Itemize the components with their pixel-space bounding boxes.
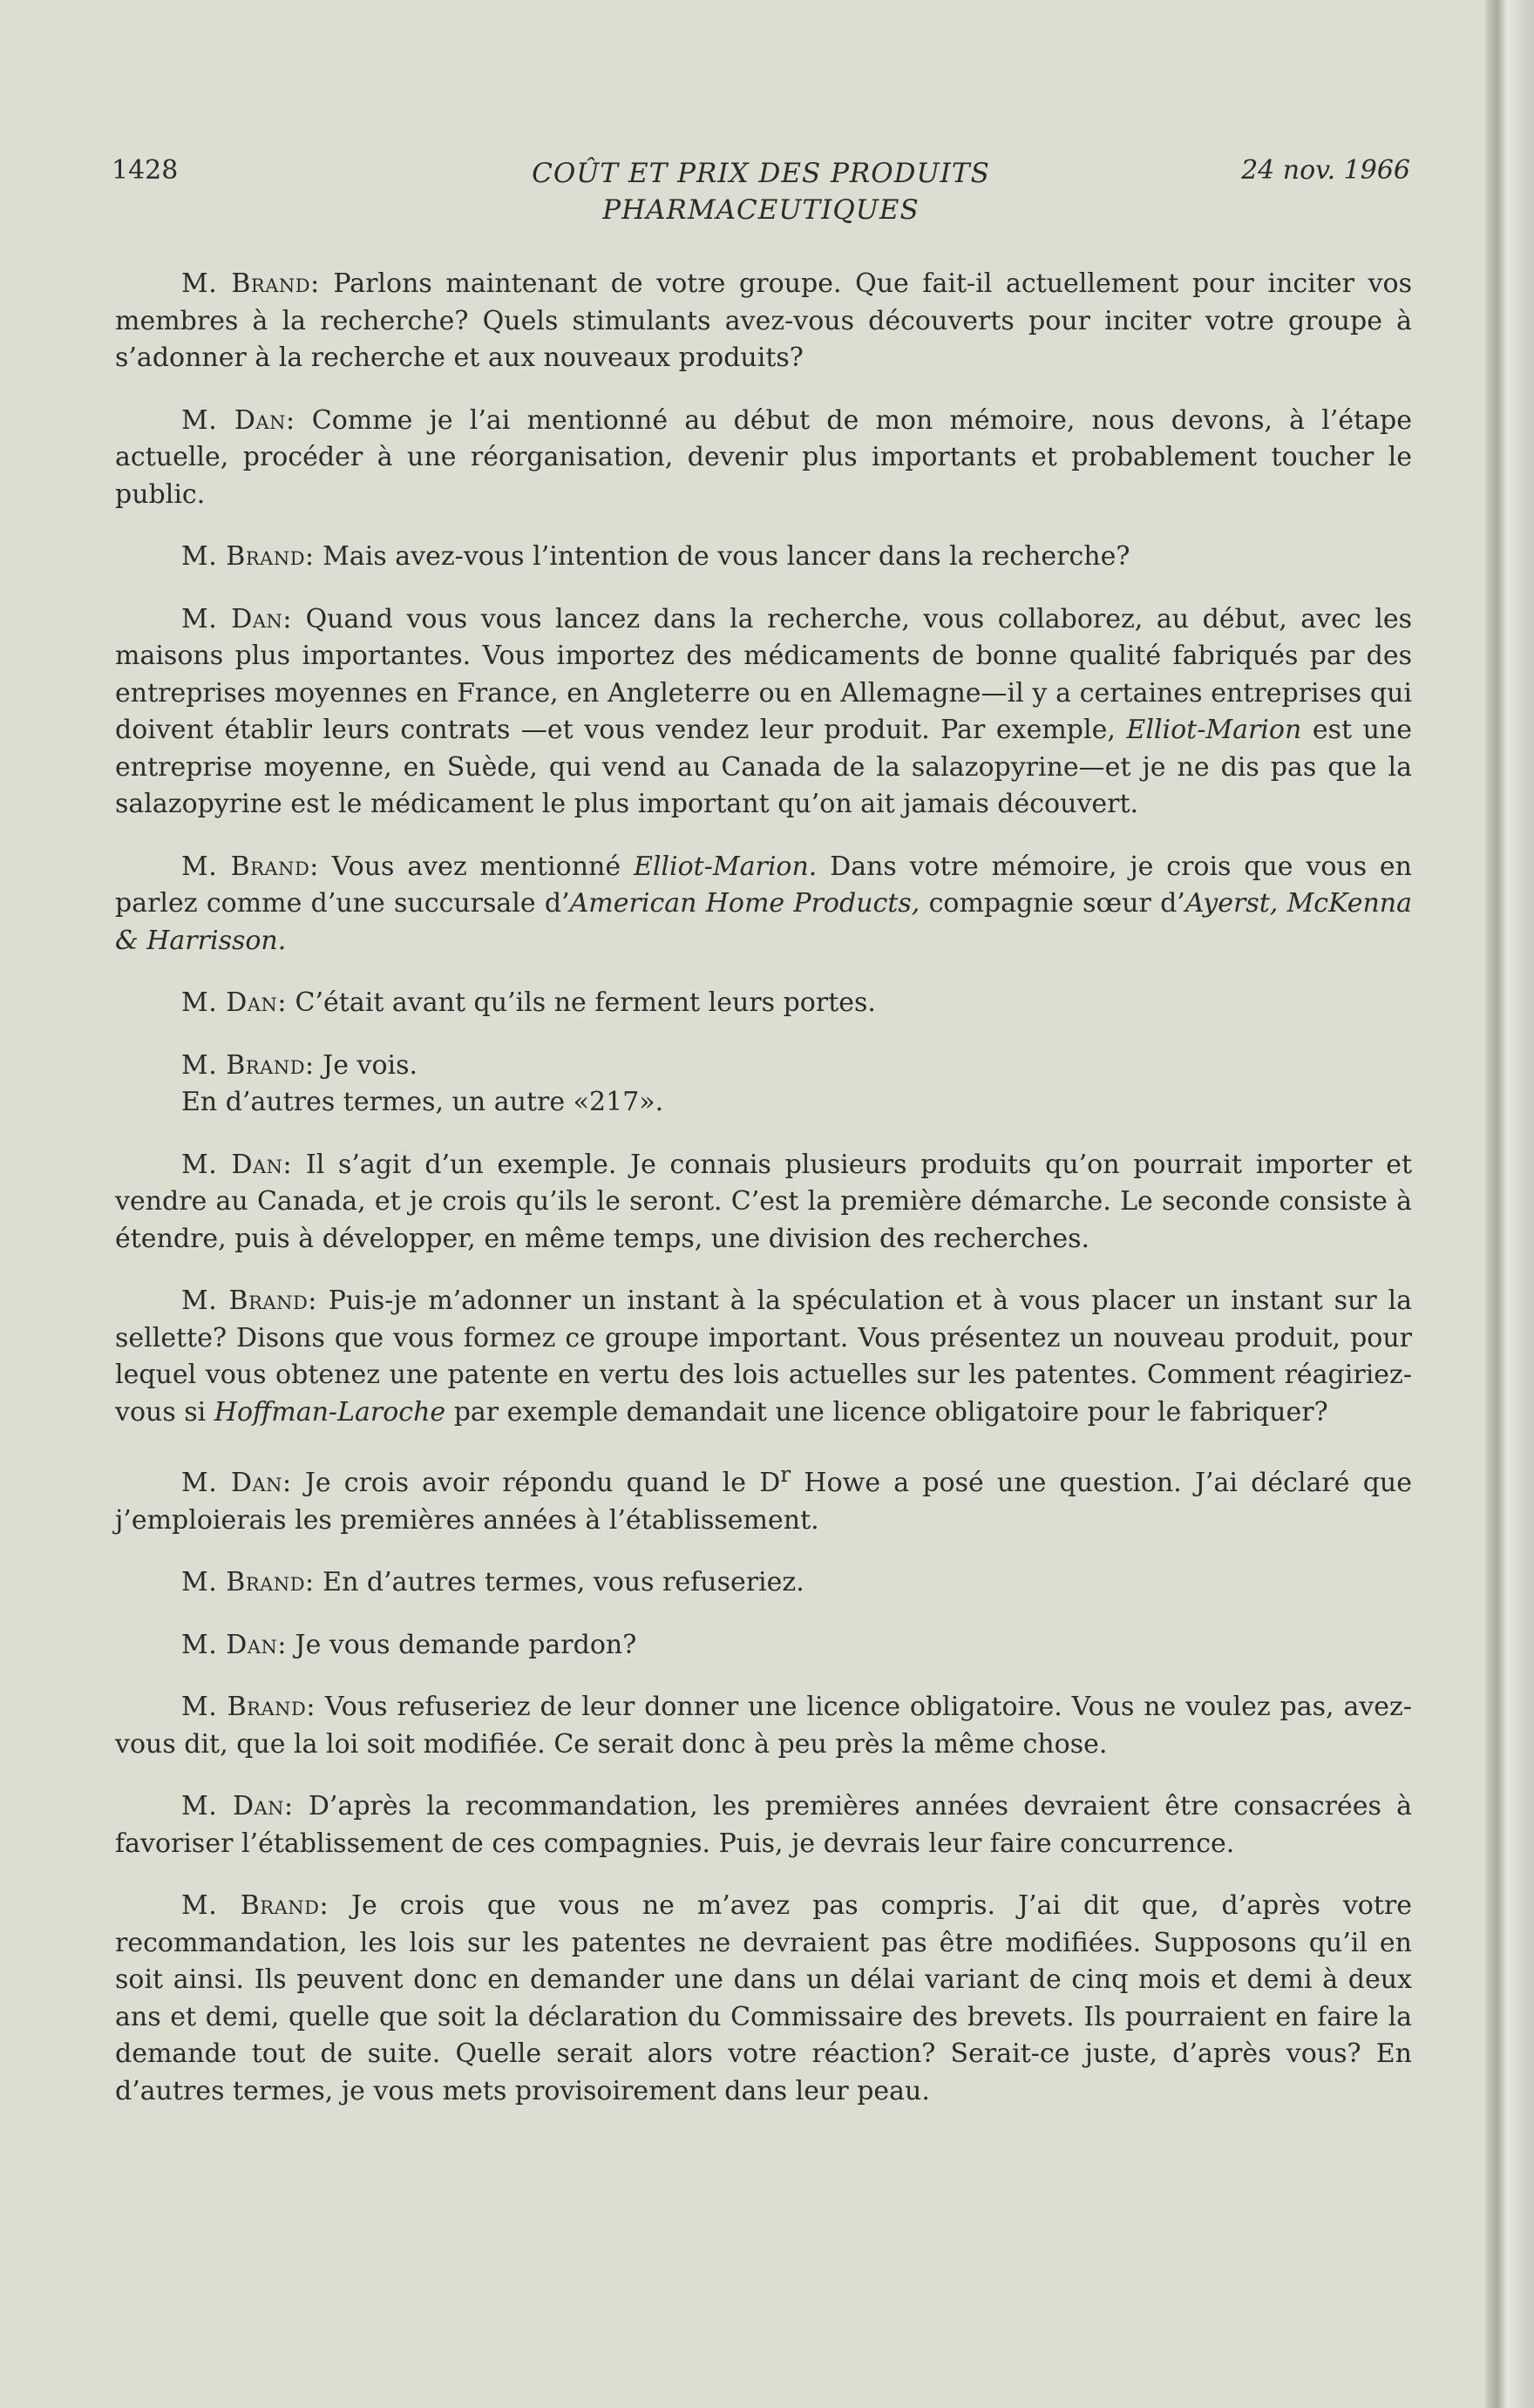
company-name: Hoffman-Laroche	[214, 1396, 446, 1428]
speaker-name: M. Brand:	[181, 541, 315, 572]
speaker-name: M. Dan:	[181, 1629, 287, 1660]
paragraph	[115, 403, 1412, 514]
paragraph-text: Je crois que vous ne m’avez pas compris. J’ai dit que, d’après votre recommandation, les lois sur les patentes ne devraient pas être modifiées. Supposons qu’il en soit ainsi. Ils peuvent donc en demander une dans un délai variant de cinq mois et demi à deux ans et demi, quelle que soit la déclaration du Commissaire des brevets. Ils pourraient en faire la demande tout de suite. Quelle serait alors votre réaction? Serait-ce juste, d’après vous? En d’autres termes, je vous mets provisoirement dans leur peau.	[115, 1890, 1412, 2106]
paragraph	[115, 1564, 1412, 1602]
paragraph	[115, 985, 1412, 1022]
paragraph	[115, 1048, 1412, 1085]
paragraph	[115, 266, 1412, 377]
paragraph	[115, 1627, 1412, 1665]
paragraph-text: Vous refuseriez de leur donner une licence obligatoire. Vous ne voulez pas, avez-vous dit, que la loi soit modifiée. Ce serait donc à peu près la même chose.	[115, 1692, 1412, 1760]
paragraph	[115, 1456, 1412, 1539]
speaker-name: M. Dan:	[181, 987, 287, 1018]
paragraph-continuation: En d’autres termes, un autre «217».	[181, 1087, 664, 1117]
paragraph-text: Il s’agit d’un exemple. Je connais plusieurs produits qu’on pourrait importer et vendre au Canada, et je crois qu’ils le seront. C’est la première démarche. Le seconde consiste à étendre, puis à développer, en même temps, une division des recherches.	[115, 1149, 1413, 1254]
paragraph-text: Je vois.	[314, 1049, 418, 1081]
running-title-line-1: COÛT ET PRIX DES PRODUITS	[532, 158, 990, 189]
paragraph	[115, 601, 1412, 824]
paragraph	[115, 1689, 1412, 1763]
superscript: r	[780, 1462, 791, 1487]
company-name: Elliot-Marion.	[633, 851, 818, 882]
transcript-body	[115, 266, 1412, 2135]
speaker-name: M. Brand:	[181, 1285, 317, 1316]
paragraph-text: Howe a posé une question. J’ai déclaré que j’emploierais les premières années à l’établissement.	[115, 1468, 1412, 1536]
company-name: American Home Products,	[569, 888, 920, 919]
speaker-name: M. Brand:	[181, 1692, 316, 1722]
paragraph	[115, 1888, 1412, 2110]
speaker-name: M. Dan:	[181, 603, 293, 634]
paragraph	[115, 1283, 1412, 1431]
paragraph-text: compagnie sœur d’	[920, 888, 1185, 919]
paragraph-text: Dans votre mémoire, je crois que vous en parlez comme d’une succursale d’	[115, 851, 1413, 919]
page-header	[112, 155, 1410, 234]
speaker-name: M. Dan:	[181, 1149, 293, 1180]
paragraph	[115, 1147, 1412, 1258]
paragraph-text: Comme je l’ai mentionné au début de mon mémoire, nous devons, à l’étape actuelle, procéder à une réorganisation, devenir plus importants et probablement toucher le public.	[115, 404, 1412, 510]
running-title	[112, 155, 1410, 228]
speaker-name: M. Dan:	[181, 1468, 292, 1498]
speaker-name: M. Brand:	[181, 268, 320, 299]
company-name: Ayerst, McKenna & Harrisson.	[115, 888, 1412, 956]
paragraph-text: Je vous demande pardon?	[287, 1629, 637, 1660]
paragraph-text: D’après la recommandation, les premières années devraient être consacrées à favoriser l’établissement de ces compagnies. Puis, je devrais leur faire concurrence.	[115, 1791, 1412, 1859]
paragraph-text: est une entreprise moyenne, en Suède, qui vend au Canada de la salazopyrine—et je ne dis pas que la salazopyrine est le médicament le plus important qu’on ait jamais découvert.	[115, 715, 1412, 819]
paragraph-text: Vous avez mentionné	[318, 851, 634, 882]
running-title-line-2: PHARMACEUTIQUES	[602, 194, 920, 226]
paragraph-text: Parlons maintenant de votre groupe. Que fait-il actuellement pour inciter vos membres à la recherche? Quels stimulants avez-vous découverts pour inciter votre groupe à s’adonner à la recherche et aux nouveaux produits?	[115, 268, 1412, 373]
paragraph	[115, 849, 1412, 960]
page-edge	[1485, 0, 1534, 2408]
paragraph-text: C’était avant qu’ils ne ferment leurs portes.	[287, 987, 876, 1018]
speaker-name: M. Brand:	[181, 851, 319, 882]
paragraph-text: Je crois avoir répondu quand le D	[291, 1468, 781, 1498]
paragraph	[115, 1788, 1412, 1862]
speaker-name: M. Brand:	[181, 1890, 329, 1921]
company-name: Elliot-Marion	[1126, 715, 1302, 745]
paragraph-text: par exemple demandait une licence obligatoire pour le fabriquer?	[445, 1396, 1328, 1428]
paragraph-text: Puis-je m’adonner un instant à la spéculation et à vous placer un instant sur la sellette? Disons que vous formez ce groupe important. Vous présentez un nouveau produit, pour lequel vous obtenez une patente en vertu des lois actuelles sur les patentes. Comment réagiriez-vous si	[115, 1285, 1412, 1428]
paragraph-text: Quand vous vous lancez dans la recherche, vous collaborez, au début, avec les maisons plus importantes. Vous importez des médicaments de bonne qualité fabriqués par des entreprises moyennes en France, en Angleterre ou en Allemagne—il y a certaines entreprises qui doivent établir leurs contrats —et vous vendez leur produit. Par exemple,	[115, 603, 1412, 745]
paragraph	[115, 539, 1412, 576]
speaker-name: M. Dan:	[181, 1791, 294, 1821]
paragraph-text: En d’autres termes, vous refuseriez.	[314, 1567, 804, 1597]
paragraph-text: Mais avez-vous l’intention de vous lancer dans la recherche?	[314, 541, 1130, 572]
page-number: 1428	[112, 155, 179, 186]
speaker-name: M. Brand:	[181, 1049, 315, 1081]
speaker-name: M. Dan:	[181, 404, 295, 436]
header-date: 24 nov. 1966	[1241, 155, 1410, 186]
speaker-name: M. Brand:	[181, 1567, 315, 1597]
